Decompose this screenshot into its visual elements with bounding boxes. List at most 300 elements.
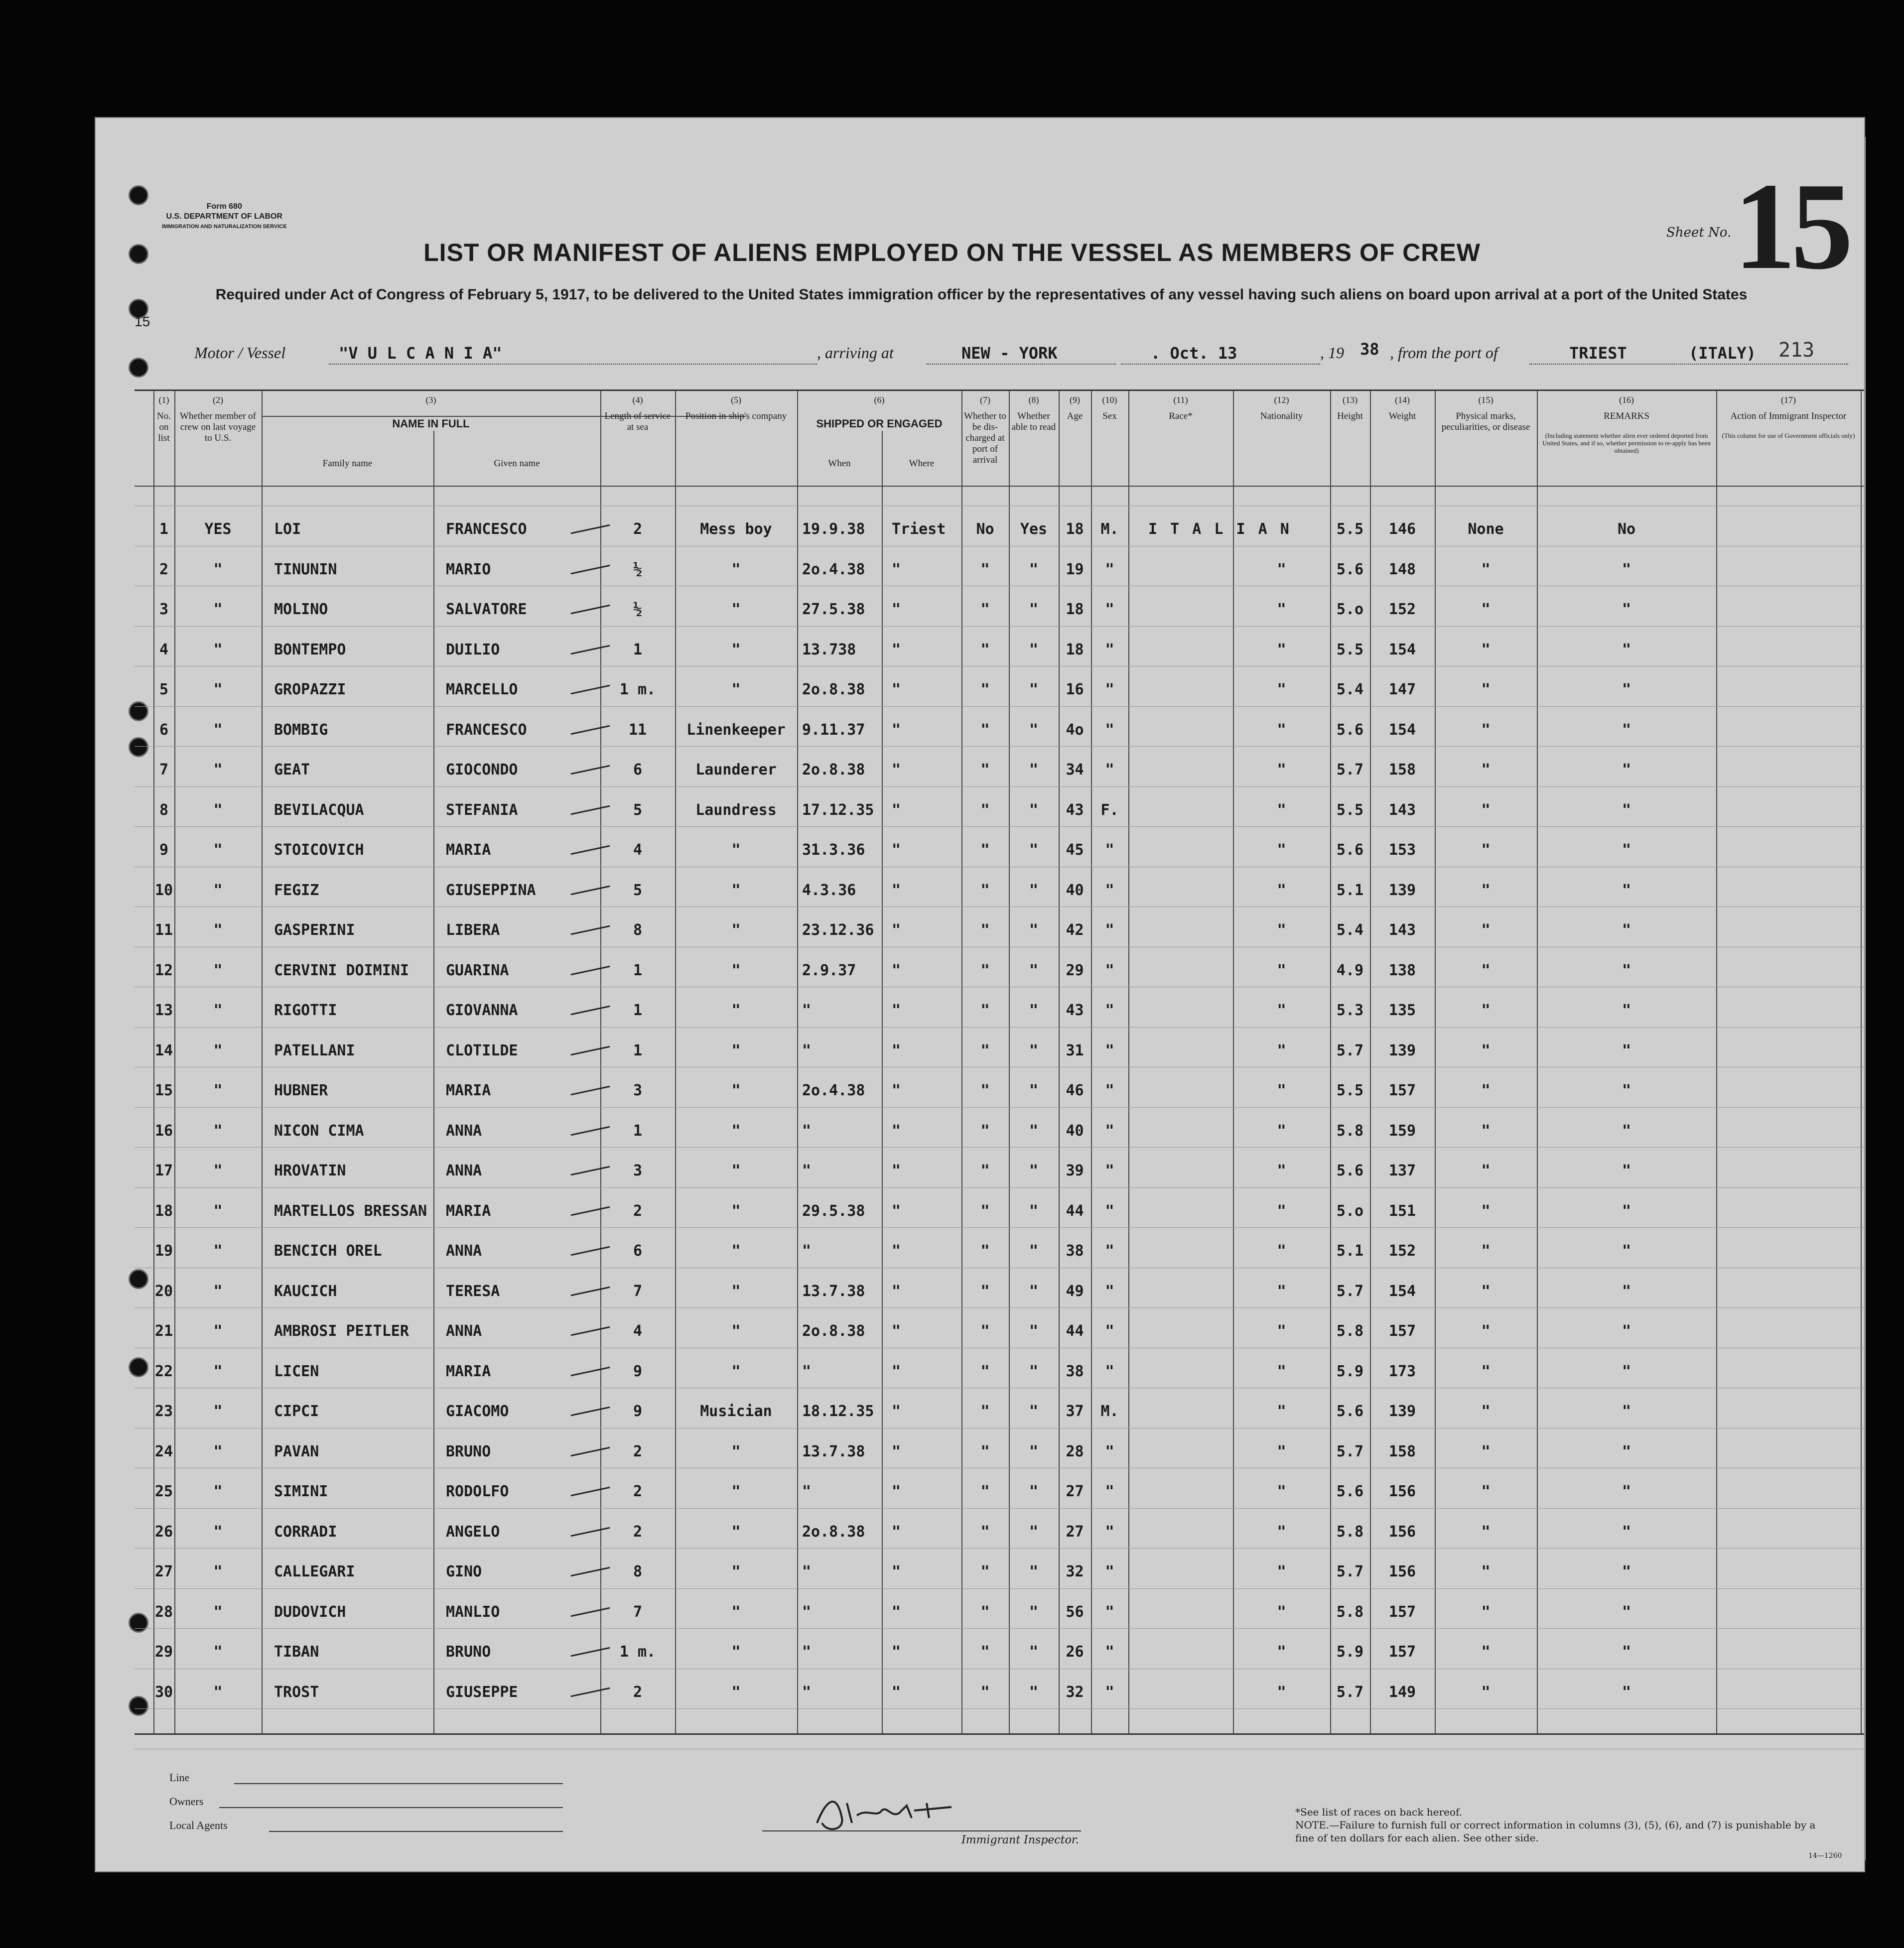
cell-no: 15 (154, 1082, 173, 1099)
cell-given: BRUNO (446, 1442, 491, 1460)
cell-family: RIGOTTI (274, 1002, 337, 1019)
cell-marks: " (1481, 1002, 1491, 1019)
cell-disch: " (980, 1523, 990, 1541)
cell-given: RODOLFO (446, 1483, 509, 1500)
column-header: Physical marks, peculiarities, or disease (1441, 411, 1530, 432)
cell-where: " (892, 721, 901, 739)
cell-sex: " (1105, 1041, 1114, 1059)
cell-prev: " (213, 1162, 223, 1179)
cell-read: " (1029, 1683, 1039, 1701)
cell-disch: " (980, 560, 990, 578)
cell-nat: " (1277, 1483, 1286, 1500)
cell-no: 24 (154, 1442, 173, 1460)
cell-nat: " (1277, 1162, 1286, 1179)
cell-prev: " (213, 761, 223, 779)
owners-label: Owners (169, 1795, 204, 1808)
cell-sex: " (1105, 881, 1114, 899)
cell-no: 27 (154, 1563, 173, 1580)
cell-when: " (802, 1002, 812, 1019)
cell-sex: " (1105, 1322, 1114, 1340)
cell-read: " (1029, 1041, 1039, 1059)
cell-when: 23.12.36 (802, 921, 874, 939)
cell-read: " (1029, 761, 1039, 779)
cell-position: Laundress (695, 801, 777, 819)
cell-prev: " (213, 961, 223, 979)
cell-family: LICEN (274, 1362, 319, 1380)
cell-read: " (1029, 1523, 1039, 1541)
cell-given: BRUNO (446, 1643, 491, 1661)
cell-remarks: " (1622, 1162, 1632, 1179)
cell-weight: 158 (1388, 1442, 1416, 1460)
cell-given: LIBERA (446, 921, 500, 939)
column-header: Whether able to read (1011, 411, 1056, 432)
cell-given: MARIA (446, 1362, 491, 1380)
cell-remarks: " (1622, 1603, 1632, 1621)
cell-remarks: " (1622, 721, 1632, 739)
cell-service: 7 (633, 1282, 643, 1300)
cell-when: 4.3.36 (802, 881, 856, 899)
cell-where: " (892, 1523, 901, 1541)
column-number: (8) (1028, 395, 1039, 405)
cell-marks: " (1481, 761, 1491, 779)
cell-age: 49 (1066, 1282, 1084, 1300)
cell-age: 43 (1066, 801, 1084, 819)
cell-age: 28 (1066, 1442, 1084, 1460)
cell-family: SIMINI (274, 1483, 328, 1500)
cell-height: 5.7 (1336, 1442, 1364, 1460)
cell-no: 29 (154, 1643, 173, 1661)
cell-position: " (731, 1122, 741, 1140)
cell-remarks: No (1617, 520, 1636, 538)
cell-remarks: " (1622, 1442, 1632, 1460)
cell-where: " (892, 601, 901, 618)
cell-disch: " (980, 641, 990, 658)
cell-read: " (1029, 681, 1039, 698)
vessel-prefix: Motor / Vessel (194, 344, 286, 362)
cell-position: " (731, 921, 741, 939)
cell-age: 31 (1066, 1041, 1084, 1059)
cell-disch: " (980, 1122, 990, 1140)
cell-marks: " (1481, 1082, 1491, 1099)
cell-weight: 153 (1388, 841, 1416, 859)
cell-read: " (1029, 1442, 1039, 1460)
cell-service: 2 (633, 520, 643, 538)
arrival-port: NEW - YORK (961, 344, 1058, 363)
cell-when: 31.3.36 (802, 841, 865, 859)
cell-marks: " (1481, 961, 1491, 979)
cell-height: 5.5 (1336, 801, 1364, 819)
cell-no: 13 (154, 1002, 173, 1019)
cell-family: TIBAN (274, 1643, 319, 1661)
cell-weight: 135 (1388, 1002, 1416, 1019)
cell-position: " (731, 1683, 741, 1701)
form-service: IMMIGRATION AND NATURALIZATION SERVICE (162, 224, 287, 230)
cell-age: 32 (1066, 1683, 1084, 1701)
cell-nat: " (1277, 841, 1286, 859)
year-prefix: , 19 (1320, 344, 1344, 362)
cell-marks: " (1481, 681, 1491, 698)
cell-family: AMBROSI PEITLER (274, 1322, 409, 1340)
cell-given: STEFANIA (446, 801, 518, 819)
cell-service: 3 (633, 1082, 643, 1099)
cell-nat: " (1277, 721, 1286, 739)
cell-sex: " (1105, 961, 1114, 979)
cell-age: 39 (1066, 1162, 1084, 1179)
cell-nat: " (1277, 641, 1286, 658)
cell-where: " (892, 921, 901, 939)
cell-family: KAUCICH (274, 1282, 337, 1300)
cell-weight: 148 (1388, 560, 1416, 578)
cell-position: " (731, 1002, 741, 1019)
cell-height: 5.8 (1336, 1122, 1364, 1140)
cell-when: 2o.8.38 (802, 681, 865, 698)
cell-family: CALLEGARI (274, 1563, 355, 1580)
cell-age: 16 (1066, 681, 1084, 698)
cell-prev: " (213, 1002, 223, 1019)
cell-service: 6 (633, 761, 643, 779)
cell-height: 5.8 (1336, 1523, 1364, 1541)
cell-remarks: " (1622, 1041, 1632, 1059)
cell-position: " (731, 1202, 741, 1220)
cell-service: 11 (628, 721, 647, 739)
cell-remarks: " (1622, 641, 1632, 658)
cell-position: " (731, 1483, 741, 1500)
cell-age: 18 (1066, 641, 1084, 658)
cell-prev: " (213, 721, 223, 739)
cell-remarks: " (1622, 1202, 1632, 1220)
cell-age: 45 (1066, 841, 1084, 859)
cell-read: " (1029, 1362, 1039, 1380)
cell-weight: 139 (1388, 881, 1416, 899)
cell-weight: 152 (1388, 601, 1416, 618)
cell-disch: " (980, 721, 990, 739)
cell-position: " (731, 1242, 741, 1260)
cell-weight: 154 (1388, 1282, 1416, 1300)
cell-where: " (892, 1282, 901, 1300)
from-label: , from the port of (1390, 344, 1498, 362)
cell-height: 5.o (1336, 601, 1364, 618)
cell-prev: " (213, 1202, 223, 1220)
cell-no: 25 (154, 1483, 173, 1500)
cell-weight: 143 (1388, 921, 1416, 939)
cell-where: " (892, 1483, 901, 1500)
cell-no: 16 (154, 1122, 173, 1140)
cell-weight: 149 (1388, 1683, 1416, 1701)
footer-block (169, 1766, 228, 1837)
cell-service: 9 (633, 1403, 643, 1420)
cell-remarks: " (1622, 560, 1632, 578)
cell-marks: " (1481, 641, 1491, 658)
cell-given: GINO (446, 1563, 482, 1580)
cell-age: 27 (1066, 1483, 1084, 1500)
cell-where: " (892, 1442, 901, 1460)
cell-prev: " (213, 681, 223, 698)
cell-nat: " (1277, 601, 1286, 618)
cell-prev: " (213, 1523, 223, 1541)
cell-given: ANGELO (446, 1523, 500, 1541)
cell-where: " (892, 560, 901, 578)
cell-service: 9 (633, 1362, 643, 1380)
cell-weight: 154 (1388, 721, 1416, 739)
cell-family: CORRADI (274, 1523, 337, 1541)
cell-no: 7 (159, 761, 169, 779)
cell-nat: " (1277, 1683, 1286, 1701)
column-header: Race* (1169, 411, 1193, 421)
cell-weight: 156 (1388, 1523, 1416, 1541)
cell-prev: " (213, 1603, 223, 1621)
cell-no: 17 (154, 1162, 173, 1179)
cell-age: 18 (1066, 601, 1084, 618)
cell-where: " (892, 961, 901, 979)
cell-weight: 157 (1388, 1322, 1416, 1340)
cell-family: CERVINI DOIMINI (274, 961, 409, 979)
cell-age: 56 (1066, 1603, 1084, 1621)
cell-weight: 154 (1388, 641, 1416, 658)
cell-age: 40 (1066, 881, 1084, 899)
cell-when: " (802, 1563, 812, 1580)
cell-marks: " (1481, 1683, 1491, 1701)
cell-service: 1 (633, 961, 643, 979)
cell-age: 46 (1066, 1082, 1084, 1099)
cell-service: 8 (633, 921, 643, 939)
cell-no: 5 (159, 681, 169, 698)
cell-marks: " (1481, 1403, 1491, 1420)
cell-given: SALVATORE (446, 601, 527, 618)
cell-when: " (802, 1362, 812, 1380)
cell-nat: " (1277, 761, 1286, 779)
cell-read: " (1029, 1282, 1039, 1300)
cell-position: " (731, 1282, 741, 1300)
cell-read: " (1029, 1603, 1039, 1621)
cell-height: 5.o (1336, 1202, 1364, 1220)
cell-disch: " (980, 681, 990, 698)
cell-remarks: " (1622, 1362, 1632, 1380)
column-number: (15) (1478, 395, 1494, 405)
column-header: Height (1337, 411, 1363, 421)
column-number: (16) (1619, 395, 1634, 405)
cell-weight: 156 (1388, 1563, 1416, 1580)
cell-disch: " (980, 801, 990, 819)
form-department: U.S. DEPARTMENT OF LABOR (166, 212, 283, 221)
cell-where: " (892, 1122, 901, 1140)
column-header: Action of Immigrant Inspector (1730, 411, 1847, 421)
cell-age: 44 (1066, 1202, 1084, 1220)
cell-weight: 158 (1388, 761, 1416, 779)
cell-remarks: " (1622, 801, 1632, 819)
cell-sex: " (1105, 921, 1114, 939)
cell-race: I T A L I A N (1148, 520, 1291, 538)
cell-height: 5.5 (1336, 520, 1364, 538)
cell-remarks: " (1622, 601, 1632, 618)
cell-prev: " (213, 641, 223, 658)
cell-remarks: " (1622, 1483, 1632, 1500)
cell-marks: " (1481, 1643, 1491, 1661)
departure-port: TRIEST (1569, 344, 1627, 363)
cell-family: PATELLANI (274, 1041, 355, 1059)
arrival-year: 38 (1360, 340, 1379, 359)
cell-where: " (892, 1603, 901, 1621)
cell-given: GIOVANNA (446, 1002, 518, 1019)
cell-disch: " (980, 1202, 990, 1220)
cell-read: " (1029, 1483, 1039, 1500)
cell-disch: " (980, 1162, 990, 1179)
cell-marks: " (1481, 801, 1491, 819)
cell-disch: " (980, 1403, 990, 1420)
cell-disch: " (980, 1442, 990, 1460)
cell-age: 42 (1066, 921, 1084, 939)
cell-sex: " (1105, 1442, 1114, 1460)
cell-when: 2o.8.38 (802, 1523, 865, 1541)
cell-service: 1 m. (619, 681, 656, 698)
cell-weight: 151 (1388, 1202, 1416, 1220)
cell-disch: " (980, 1322, 990, 1340)
cell-disch: " (980, 921, 990, 939)
cell-where: " (892, 801, 901, 819)
cell-height: 5.7 (1336, 1041, 1364, 1059)
column-number: (5) (731, 395, 741, 405)
cell-position: " (731, 1643, 741, 1661)
cell-sex: " (1105, 1242, 1114, 1260)
cell-read: " (1029, 1162, 1039, 1179)
cell-service: 1 (633, 1041, 643, 1059)
page-subtitle: Required under Act of Congress of February 5, 1917, to be delivered to the United States immigration officer by the representatives of any vessel having such aliens on board upon arrival at a port of the United States (215, 286, 1748, 303)
cell-prev: " (213, 921, 223, 939)
cell-height: 5.7 (1336, 1683, 1364, 1701)
cell-marks: " (1481, 881, 1491, 899)
cell-disch: " (980, 1082, 990, 1099)
cell-position: " (731, 841, 741, 859)
cell-sex: " (1105, 601, 1114, 618)
cell-given: MANLIO (446, 1603, 500, 1621)
column-number: (12) (1274, 395, 1289, 405)
cell-prev: " (213, 1483, 223, 1500)
cell-nat: " (1277, 1643, 1286, 1661)
cell-when: 2o.8.38 (802, 1322, 865, 1340)
cell-service: 8 (633, 1563, 643, 1580)
cell-remarks: " (1622, 681, 1632, 698)
cell-age: 27 (1066, 1523, 1084, 1541)
cell-height: 5.7 (1336, 1563, 1364, 1580)
cell-service: ½ (633, 601, 643, 618)
page-number: 213 (1778, 339, 1815, 362)
cell-height: 5.6 (1336, 841, 1364, 859)
column-subheader: Family name (322, 458, 373, 469)
cell-no: 23 (154, 1403, 173, 1420)
cell-age: 38 (1066, 1242, 1084, 1260)
cell-weight: 159 (1388, 1122, 1416, 1140)
cell-service: 1 (633, 1122, 643, 1140)
column-header: Nationality (1260, 411, 1303, 421)
cell-marks: " (1481, 841, 1491, 859)
cell-position: " (731, 641, 741, 658)
column-header: No. on list (157, 411, 171, 443)
cell-service: 2 (633, 1523, 643, 1541)
cell-service: 1 m. (619, 1643, 656, 1661)
cell-where: " (892, 761, 901, 779)
cell-family: GASPERINI (274, 921, 355, 939)
cell-remarks: " (1622, 761, 1632, 779)
cell-position: " (731, 961, 741, 979)
cell-family: BENCICH OREL (274, 1242, 382, 1260)
cell-height: 5.3 (1336, 1002, 1364, 1019)
cell-age: 32 (1066, 1563, 1084, 1580)
cell-marks: " (1481, 1122, 1491, 1140)
cell-marks: " (1481, 1563, 1491, 1580)
cell-sex: " (1105, 1162, 1114, 1179)
cell-family: TINUNIN (274, 560, 337, 578)
cell-weight: 157 (1388, 1603, 1416, 1621)
cell-read: " (1029, 1122, 1039, 1140)
cell-weight: 157 (1388, 1082, 1416, 1099)
cell-nat: " (1277, 1002, 1286, 1019)
cell-family: FEGIZ (274, 881, 319, 899)
cell-given: GIUSEPPINA (446, 881, 536, 899)
cell-weight: 137 (1388, 1162, 1416, 1179)
cell-when: " (802, 1603, 812, 1621)
cell-height: 5.1 (1336, 1242, 1364, 1260)
cell-weight: 147 (1388, 681, 1416, 698)
cell-disch: " (980, 1242, 990, 1260)
cell-read: " (1029, 721, 1039, 739)
cell-service: 2 (633, 1442, 643, 1460)
cell-when: 13.7.38 (802, 1282, 865, 1300)
column-number: (13) (1343, 395, 1358, 405)
cell-given: MARIA (446, 1202, 491, 1220)
cell-when: 9.11.37 (802, 721, 865, 739)
cell-when: " (802, 1162, 812, 1179)
cell-service: 5 (633, 801, 643, 819)
cell-disch: " (980, 1041, 990, 1059)
cell-prev: " (213, 1282, 223, 1300)
cell-disch: " (980, 1282, 990, 1300)
cell-service: 2 (633, 1683, 643, 1701)
cell-remarks: " (1622, 1563, 1632, 1580)
cell-service: ½ (633, 560, 643, 578)
cell-no: 30 (154, 1683, 173, 1701)
cell-read: " (1029, 801, 1039, 819)
cell-remarks: " (1622, 1082, 1632, 1099)
cell-read: " (1029, 1563, 1039, 1580)
cell-no: 2 (159, 560, 169, 578)
cell-weight: 146 (1388, 520, 1416, 538)
cell-when: 2o.8.38 (802, 761, 865, 779)
cell-remarks: " (1622, 1322, 1632, 1340)
column-number: (2) (213, 395, 223, 405)
cell-height: 5.5 (1336, 641, 1364, 658)
column-subheader: Where (909, 458, 935, 469)
cell-given: GIUSEPPE (446, 1683, 518, 1701)
cell-no: 26 (154, 1523, 173, 1541)
cell-no: 22 (154, 1362, 173, 1380)
races-note: *See list of races on back hereof. (1295, 1806, 1463, 1818)
cell-remarks: " (1622, 1643, 1632, 1661)
cell-nat: " (1277, 1442, 1286, 1460)
cell-sex: " (1105, 1643, 1114, 1661)
cell-read: " (1029, 881, 1039, 899)
cell-read: " (1029, 921, 1039, 939)
cell-sex: " (1105, 1122, 1114, 1140)
cell-no: 11 (154, 921, 173, 939)
column-header: Length of service at sea (604, 411, 671, 432)
cell-read: " (1029, 1082, 1039, 1099)
cell-given: MARIA (446, 1082, 491, 1099)
cell-height: 5.7 (1336, 761, 1364, 779)
cell-where: " (892, 881, 901, 899)
cell-service: 6 (633, 1242, 643, 1260)
cell-age: 34 (1066, 761, 1084, 779)
cell-marks: " (1481, 1523, 1491, 1541)
cell-where: " (892, 1683, 901, 1701)
